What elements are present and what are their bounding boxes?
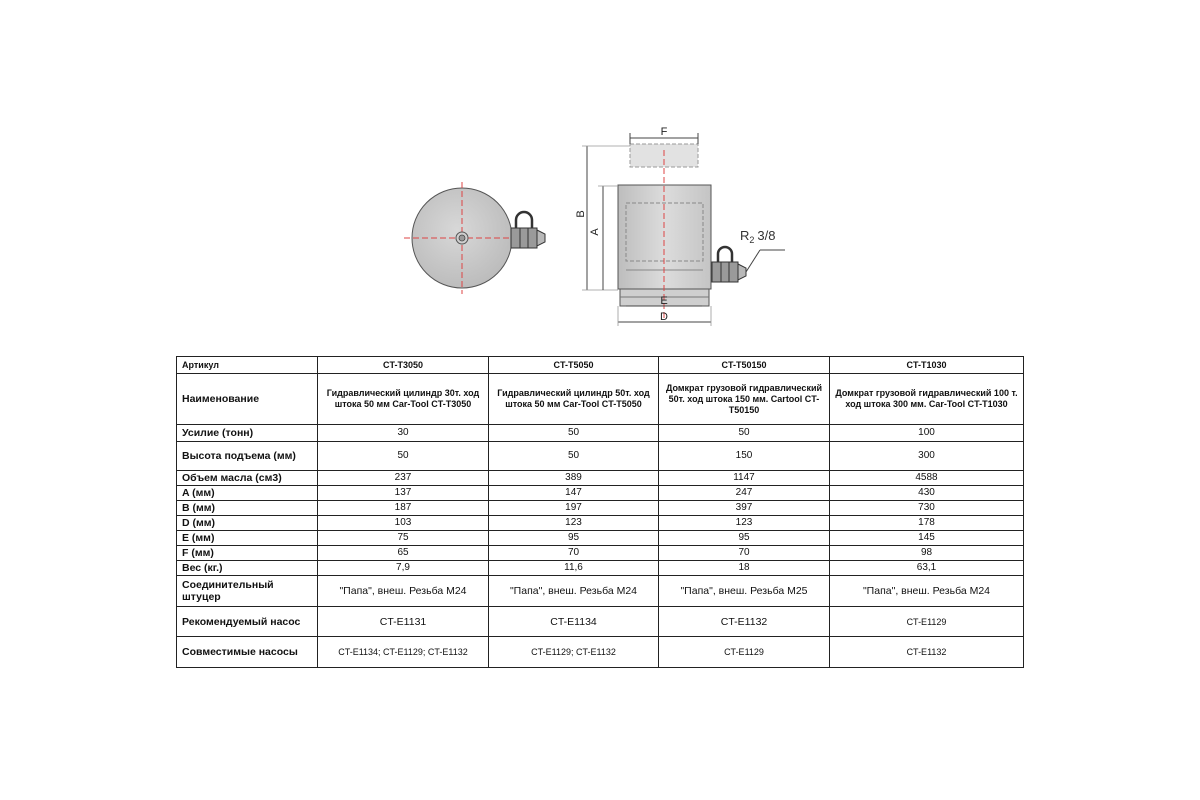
table-row [177, 486, 1024, 501]
row-label: A (мм) [177, 486, 318, 501]
table-cell: 397 [659, 501, 830, 516]
table-cell: 50 [318, 442, 489, 471]
table-cell: 103 [318, 516, 489, 531]
table-cell: 50 [489, 442, 659, 471]
thread-callout: $R_2$ 3/8 [740, 228, 776, 245]
table-cell: 389 [489, 471, 659, 486]
table-cell: 300 [830, 442, 1024, 471]
table-cell: 123 [489, 516, 659, 531]
table-row [177, 374, 1024, 425]
row-label: Усилие (тонн) [177, 425, 318, 442]
table-cell: 247 [659, 486, 830, 501]
row-label: Совместимые насосы [177, 637, 318, 668]
table-cell: 50 [659, 425, 830, 442]
table-row [177, 425, 1024, 442]
table-cell: CT-E1132 [659, 607, 830, 637]
row-label: B (мм) [177, 501, 318, 516]
table-row [177, 531, 1024, 546]
dim-label-b: B [575, 210, 587, 218]
row-label: Объем масла (см3) [177, 471, 318, 486]
table-cell: CT-E1129 [659, 637, 830, 668]
table-cell: Гидравлический цилиндр 50т. ход штока 50 мм Car-Tool CT-T5050 [489, 374, 659, 425]
table-cell: CT-E1129 [830, 607, 1024, 637]
table-cell: CT-E1129; CT-E1132 [489, 637, 659, 668]
table-cell: 178 [830, 516, 1024, 531]
row-label: Вес (кг.) [177, 561, 318, 576]
dim-label-e: E [660, 295, 668, 307]
table-cell: 137 [318, 486, 489, 501]
row-label: Соединительный штуцер [177, 576, 318, 607]
table-cell: 430 [830, 486, 1024, 501]
table-cell: 147 [489, 486, 659, 501]
side-view [575, 126, 785, 326]
table-cell: 197 [489, 501, 659, 516]
article-cell: CT-T50150 [659, 357, 830, 374]
table-cell: 75 [318, 531, 489, 546]
table-cell: 70 [659, 546, 830, 561]
table-header-row [177, 357, 1024, 374]
table-cell: 1147 [659, 471, 830, 486]
table-cell: 50 [489, 425, 659, 442]
article-cell: CT-T3050 [318, 357, 489, 374]
table-cell: 63,1 [830, 561, 1024, 576]
table-row [177, 516, 1024, 531]
dim-label-d: D [660, 311, 668, 323]
table-cell: "Папа", внеш. Резьба М25 [659, 576, 830, 607]
table-cell: Гидравлический цилиндр 30т. ход штока 50 мм Car-Tool CT-T3050 [318, 374, 489, 425]
table-cell: 98 [830, 546, 1024, 561]
row-label: Рекомендуемый насос [177, 607, 318, 637]
dim-label-f: F [660, 126, 668, 138]
table-cell: 95 [489, 531, 659, 546]
table-cell: Домкрат грузовой гидравлический 100 т. ход штока 300 мм. Car-Tool CT-T1030 [830, 374, 1024, 425]
table-cell: 730 [830, 501, 1024, 516]
article-cell: CT-T1030 [830, 357, 1024, 374]
table-cell: 100 [830, 425, 1024, 442]
table-cell: 7,9 [318, 561, 489, 576]
table-row [177, 442, 1024, 471]
row-label: Высота подъема (мм) [177, 442, 318, 471]
table-cell: 150 [659, 442, 830, 471]
table-cell: 4588 [830, 471, 1024, 486]
row-label: F (мм) [177, 546, 318, 561]
table-cell: 123 [659, 516, 830, 531]
table-cell: CT-E1134; CT-E1129; CT-E1132 [318, 637, 489, 668]
table-row [177, 607, 1024, 637]
table-cell: 30 [318, 425, 489, 442]
table-cell: CT-E1132 [830, 637, 1024, 668]
table-cell: 237 [318, 471, 489, 486]
table-cell: 70 [489, 546, 659, 561]
table-cell: Домкрат грузовой гидравлический 50т. ход штока 150 мм. Cartool CT-T50150 [659, 374, 830, 425]
table-cell: "Папа", внеш. Резьба М24 [318, 576, 489, 607]
table-cell: 65 [318, 546, 489, 561]
row-label: Наименование [177, 374, 318, 425]
table-cell: 187 [318, 501, 489, 516]
row-label: Артикул [177, 357, 318, 374]
table-row [177, 471, 1024, 486]
article-cell: CT-T5050 [489, 357, 659, 374]
row-label: E (мм) [177, 531, 318, 546]
table-row [177, 576, 1024, 607]
table-cell: "Папа", внеш. Резьба М24 [489, 576, 659, 607]
technical-drawing [0, 0, 1200, 340]
table-cell: CT-E1134 [489, 607, 659, 637]
table-row [177, 637, 1024, 668]
table-cell: "Папа", внеш. Резьба М24 [830, 576, 1024, 607]
table-cell: 18 [659, 561, 830, 576]
dim-label-a: A [589, 228, 601, 236]
row-label: D (мм) [177, 516, 318, 531]
top-view [404, 182, 545, 294]
table-cell: 145 [830, 531, 1024, 546]
table-row [177, 546, 1024, 561]
table-cell: 95 [659, 531, 830, 546]
table-row [177, 501, 1024, 516]
table-cell: CT-E1131 [318, 607, 489, 637]
table-cell: 11,6 [489, 561, 659, 576]
table-row [177, 561, 1024, 576]
spec-table [176, 356, 1024, 668]
